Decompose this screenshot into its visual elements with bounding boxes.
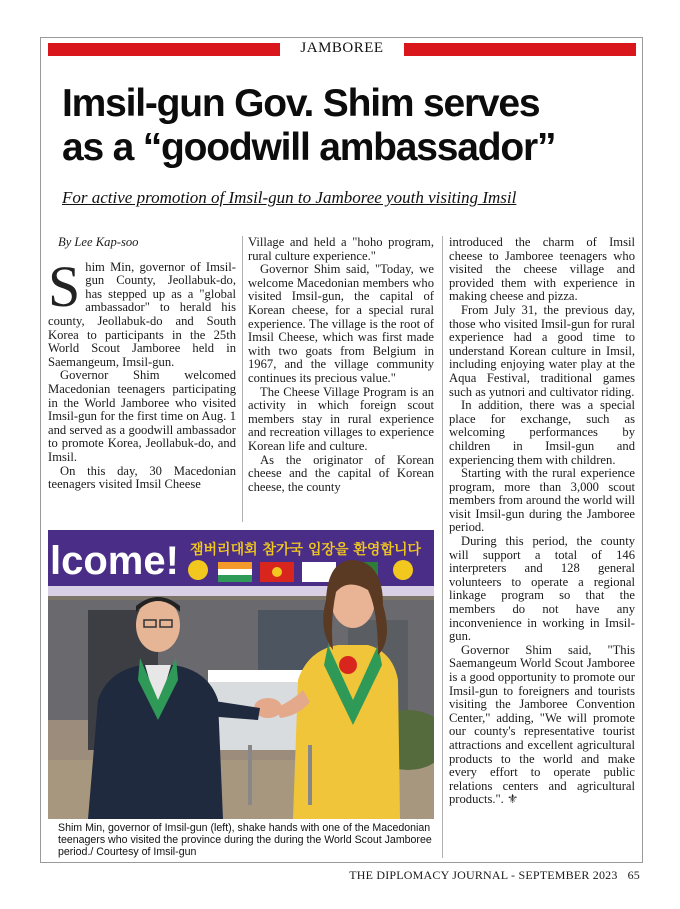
article-paragraph: Governor Shim said, "Today, we welcome Macedonian members who visited Imsil-gun, the capital of Korean cheese, for a special rural experience. The village is the root of Imsil Cheese, which was first made with two goats from Belgium in 1967, and the village community continues its precious value." — [248, 262, 434, 385]
end-mark-icon: ⚜ — [506, 792, 519, 807]
headline — [62, 82, 632, 170]
article-paragraph: Village and held a "hoho program, rural culture experience." — [248, 235, 434, 263]
byline: By Lee Kap-soo — [58, 235, 139, 249]
journal-name: THE DIPLOMACY JOURNAL - SEPTEMBER 2023 — [349, 868, 618, 882]
article-paragraph: As the originator of Korean cheese and the capital of Korean cheese, the county — [248, 452, 434, 494]
section-label: JAMBOREE — [300, 40, 384, 56]
article-paragraph: On this day, 30 Macedonian teenagers visited Imsil Cheese — [48, 463, 236, 492]
page-number: 65 — [627, 868, 640, 882]
article-paragraph: Starting with the rural experience program, more than 3,000 scout members from around the world will visit Imsil-gun during the Jamboree period. — [449, 466, 635, 535]
column-divider — [242, 236, 243, 522]
photo-banner-text-en: lcome! — [50, 539, 179, 583]
article-paragraph: From July 31, the previous day, those who visited Imsil-gun for rural experience had a good time to understand Korean culture in Imsil, including enjoying water play at the Aqua Festival, traditional games such as yutnori and cultivator riding. — [449, 302, 635, 399]
article-paragraph — [48, 253, 236, 370]
article-column-2 — [248, 236, 434, 494]
photo-illustration — [48, 530, 434, 819]
article-paragraph: In addition, there was a special place for exchange, such as welcoming performances by children in Imsil-gun and experiencing them with children. — [449, 398, 635, 467]
headline-line-1: Imsil-gun Gov. Shim serves — [62, 82, 540, 125]
page-footer — [349, 868, 640, 883]
paragraph-text: him Min, governor of Imsil-gun County, Jeollabuk-do, has stepped up as a "global ambassador" to herald his county, Jeollabuk-do and South Korea to participants in the 25th World Scout Jamboree held in Saemangeum, Imsil-gun. — [48, 259, 236, 369]
photo-caption: Shim Min, governor of Imsil-gun (left), shake hands with one of the Macedonian teenagers who visited the province during the during the World Scout Jamboree period./ Courtesy of Imsil-gun — [58, 822, 432, 858]
headline-line-2: as a “goodwill ambassador” — [62, 126, 556, 169]
section-banner — [48, 41, 636, 57]
article-column-1 — [48, 236, 236, 492]
banner-bar-right — [404, 43, 636, 56]
subheadline: For active promotion of Imsil-gun to Jamboree youth visiting Imsil — [62, 188, 517, 207]
photo-banner-text-ko: 잼버리대회 참가국 입장을 환영합니다 — [190, 542, 422, 558]
drop-cap: S — [48, 253, 81, 319]
article-paragraph: introduced the charm of Imsil cheese to Jamboree teenagers who visited the cheese village and provided them with experience in making cheese and pizza. — [449, 235, 635, 304]
banner-bar-left — [48, 43, 280, 56]
article-paragraph: The Cheese Village Program is an activity in which foreign scout members stay in rural experience and recreation villages to experience Korean life and culture. — [248, 384, 434, 453]
article-paragraph: Governor Shim welcomed Macedonian teenagers participating in the World Jamboree who visited Imsil-gun for the first time on Aug. 1 and served as a goodwill ambassador to promote Korea, Jeollabuk-do, and Imsil. — [48, 368, 236, 464]
article-photo — [48, 530, 434, 819]
article-paragraph: During this period, the county will support a total of 146 interpreters and 128 general volunteers to operate a regional linkage program so that the members do not have any inconvenience in working in Imsil-gun. — [449, 534, 635, 644]
paragraph-text: Governor Shim said, "This Saemangeum World Scout Jamboree is a good opportunity to promote our Imsil-gun to foreigners and tourists visiting the Jamboree Convention Center," adding, "We will promote our county's representative tourist attractions and excellent agricultural products to the world and make every effort to operate public relations centers and agricultural products.". — [449, 642, 635, 807]
article-column-3 — [449, 236, 635, 807]
column-divider — [442, 236, 443, 858]
article-paragraph — [449, 644, 635, 807]
